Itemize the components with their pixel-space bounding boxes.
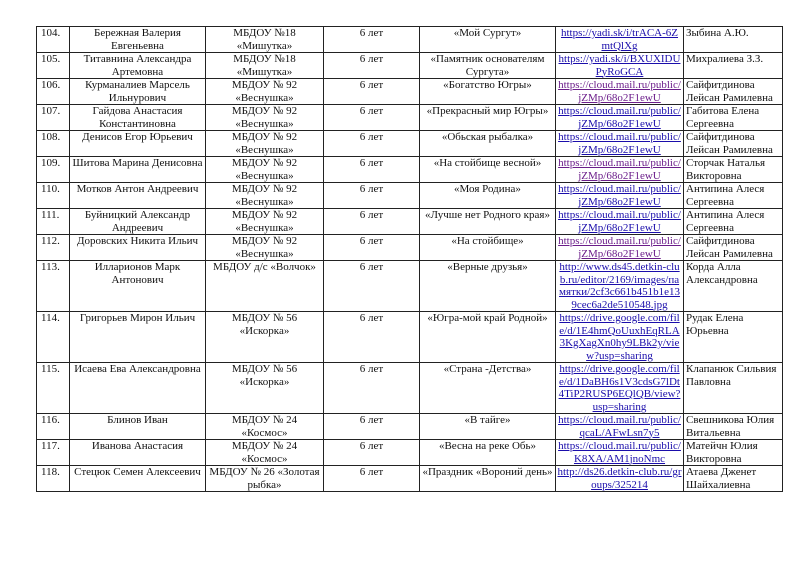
- participants-table: [36, 26, 783, 492]
- table-row: [37, 27, 783, 53]
- school-name: МБДОУ № 56 «Искорка»: [206, 363, 324, 414]
- school-name: МБДОУ № 92 «Веснушка»: [206, 183, 324, 209]
- work-link[interactable]: http://www.ds45.detkin-club.ru/editor/2169/images/памятки/2cf3c661b451b1e139cec6a2de510548.jpg: [559, 261, 680, 311]
- work-link[interactable]: http://ds26.detkin-club.ru/groups/325214: [557, 466, 682, 491]
- teacher-name: Зыбина А.Ю.: [684, 27, 783, 53]
- table-row: [37, 235, 783, 261]
- child-name: Стецюк Семен Алексеевич: [70, 466, 206, 492]
- table-row: [37, 440, 783, 466]
- teacher-name: Сторчак Наталья Викторовна: [684, 157, 783, 183]
- work-title: «Прекрасный мир Югры»: [420, 105, 556, 131]
- work-title: «На стойбище весной»: [420, 157, 556, 183]
- row-number: 108.: [37, 131, 70, 157]
- work-title: «Весна на реке Обь»: [420, 440, 556, 466]
- table-row: [37, 105, 783, 131]
- row-number: 110.: [37, 183, 70, 209]
- row-number: 109.: [37, 157, 70, 183]
- child-age: 6 лет: [324, 105, 420, 131]
- child-name: Доровских Никита Ильич: [70, 235, 206, 261]
- work-link[interactable]: https://drive.google.com/file/d/1DaBH6s1V3cdsG7lDt4TiP2RUSP6EQlQB/view?usp=sharing: [558, 363, 681, 413]
- child-age: 6 лет: [324, 363, 420, 414]
- table-row: [37, 466, 783, 492]
- row-number: 112.: [37, 235, 70, 261]
- work-link[interactable]: https://cloud.mail.ru/public/jZMp/68o2F1ewU: [558, 79, 681, 104]
- child-name: Илларионов Марк Антонович: [70, 261, 206, 312]
- row-number: 106.: [37, 79, 70, 105]
- table-row: [37, 53, 783, 79]
- work-link[interactable]: https://yadi.sk/i/trACA-6ZmtQlXg: [560, 27, 679, 52]
- work-title: «Югра-мой край Родной»: [420, 312, 556, 363]
- school-name: МБДОУ №18 «Мишутка»: [206, 27, 324, 53]
- table-row: [37, 79, 783, 105]
- work-link-cell: [556, 209, 684, 235]
- row-number: 105.: [37, 53, 70, 79]
- work-link-cell: [556, 363, 684, 414]
- table-row: [37, 131, 783, 157]
- work-title: «Памятник основателям Сургута»: [420, 53, 556, 79]
- work-link[interactable]: https://cloud.mail.ru/public/jZMp/68o2F1ewU: [558, 131, 681, 156]
- school-name: МБДОУ № 92 «Веснушка»: [206, 131, 324, 157]
- work-title: «Праздник «Вороний день»: [420, 466, 556, 492]
- teacher-name: Сайфитдинова Лейсан Рамилевна: [684, 131, 783, 157]
- table-row: [37, 209, 783, 235]
- teacher-name: Антипина Алеся Сергеевна: [684, 183, 783, 209]
- work-title: «На стойбище»: [420, 235, 556, 261]
- teacher-name: Сайфитдинова Лейсан Рамилевна: [684, 235, 783, 261]
- teacher-name: Свешникова Юлия Витальевна: [684, 414, 783, 440]
- child-age: 6 лет: [324, 131, 420, 157]
- work-link-cell: [556, 440, 684, 466]
- child-name: Шитова Марина Денисовна: [70, 157, 206, 183]
- table-row: [37, 312, 783, 363]
- work-link-cell: [556, 131, 684, 157]
- work-link[interactable]: https://cloud.mail.ru/public/jZMp/68o2F1ewU: [558, 105, 681, 130]
- row-number: 116.: [37, 414, 70, 440]
- row-number: 113.: [37, 261, 70, 312]
- work-link[interactable]: https://cloud.mail.ru/public/K8XA/AM1jnoNmc: [558, 440, 681, 465]
- table-row: [37, 261, 783, 312]
- child-name: Иванова Анастасия: [70, 440, 206, 466]
- child-age: 6 лет: [324, 235, 420, 261]
- table-row: [37, 183, 783, 209]
- table-body: [37, 27, 783, 492]
- row-number: 118.: [37, 466, 70, 492]
- teacher-name: Антипина Алеся Сергеевна: [684, 209, 783, 235]
- child-age: 6 лет: [324, 27, 420, 53]
- child-name: Блинов Иван: [70, 414, 206, 440]
- row-number: 107.: [37, 105, 70, 131]
- child-name: Денисов Егор Юрьевич: [70, 131, 206, 157]
- work-title: «Лучше нет Родного края»: [420, 209, 556, 235]
- work-link-cell: [556, 466, 684, 492]
- child-name: Исаева Ева Александровна: [70, 363, 206, 414]
- work-link-cell: [556, 261, 684, 312]
- child-name: Мотков Антон Андреевич: [70, 183, 206, 209]
- work-link-cell: [556, 235, 684, 261]
- child-age: 6 лет: [324, 440, 420, 466]
- teacher-name: Корда Алла Александровна: [684, 261, 783, 312]
- school-name: МБДОУ д/с «Волчок»: [206, 261, 324, 312]
- work-link[interactable]: https://drive.google.com/file/d/1E4hmQoUuxhEqRLA3KgXagXn0hy9LBk2y/view?usp=sharing: [559, 312, 680, 362]
- work-link[interactable]: https://cloud.mail.ru/public/jZMp/68o2F1ewU: [558, 235, 681, 260]
- row-number: 114.: [37, 312, 70, 363]
- work-link[interactable]: https://cloud.mail.ru/public/jZMp/68o2F1ewU: [558, 183, 681, 208]
- work-link-cell: [556, 53, 684, 79]
- teacher-name: Габитова Елена Сергеевна: [684, 105, 783, 131]
- school-name: МБДОУ №18 «Мишутка»: [206, 53, 324, 79]
- teacher-name: Атаева Дженет Шайхалиевна: [684, 466, 783, 492]
- school-name: МБДОУ № 92 «Веснушка»: [206, 235, 324, 261]
- school-name: МБДОУ № 56 «Искорка»: [206, 312, 324, 363]
- work-link[interactable]: https://cloud.mail.ru/public/qcaL/AFwLsn7y5: [558, 414, 681, 439]
- child-age: 6 лет: [324, 261, 420, 312]
- teacher-name: Матейчн Юлия Викторовна: [684, 440, 783, 466]
- teacher-name: Клапанюк Сильвия Павловна: [684, 363, 783, 414]
- work-link[interactable]: https://cloud.mail.ru/public/jZMp/68o2F1ewU: [558, 157, 681, 182]
- work-link-cell: [556, 312, 684, 363]
- work-link[interactable]: https://cloud.mail.ru/public/jZMp/68o2F1ewU: [558, 209, 681, 234]
- work-title: «Мой Сургут»: [420, 27, 556, 53]
- child-name: Гайдова Анастасия Константиновна: [70, 105, 206, 131]
- child-age: 6 лет: [324, 466, 420, 492]
- work-link-cell: [556, 27, 684, 53]
- child-name: Буйницкий Александр Андреевич: [70, 209, 206, 235]
- school-name: МБДОУ № 24 «Космос»: [206, 414, 324, 440]
- table-row: [37, 157, 783, 183]
- school-name: МБДОУ № 92 «Веснушка»: [206, 79, 324, 105]
- work-link-cell: [556, 414, 684, 440]
- child-age: 6 лет: [324, 157, 420, 183]
- child-age: 6 лет: [324, 312, 420, 363]
- school-name: МБДОУ № 24 «Космос»: [206, 440, 324, 466]
- child-age: 6 лет: [324, 209, 420, 235]
- child-age: 6 лет: [324, 183, 420, 209]
- row-number: 115.: [37, 363, 70, 414]
- row-number: 104.: [37, 27, 70, 53]
- work-title: «Моя Родина»: [420, 183, 556, 209]
- child-name: Григорьев Мирон Ильич: [70, 312, 206, 363]
- school-name: МБДОУ № 92 «Веснушка»: [206, 209, 324, 235]
- teacher-name: Михралиева З.З.: [684, 53, 783, 79]
- teacher-name: Сайфитдинова Лейсан Рамилевна: [684, 79, 783, 105]
- table-row: [37, 363, 783, 414]
- row-number: 117.: [37, 440, 70, 466]
- work-link-cell: [556, 79, 684, 105]
- child-name: Курманалиев Марсель Ильнурович: [70, 79, 206, 105]
- work-title: «Богатство Югры»: [420, 79, 556, 105]
- table-row: [37, 414, 783, 440]
- child-age: 6 лет: [324, 53, 420, 79]
- school-name: МБДОУ № 26 «Золотая рыбка»: [206, 466, 324, 492]
- work-title: «Страна -Детства»: [420, 363, 556, 414]
- school-name: МБДОУ № 92 «Веснушка»: [206, 105, 324, 131]
- work-title: «Верные друзья»: [420, 261, 556, 312]
- work-title: «В тайге»: [420, 414, 556, 440]
- row-number: 111.: [37, 209, 70, 235]
- child-age: 6 лет: [324, 79, 420, 105]
- teacher-name: Рудак Елена Юрьевна: [684, 312, 783, 363]
- work-title: «Обьская рыбалка»: [420, 131, 556, 157]
- work-link-cell: [556, 157, 684, 183]
- child-name: Титавнина Александра Артемовна: [70, 53, 206, 79]
- child-age: 6 лет: [324, 414, 420, 440]
- work-link-cell: [556, 105, 684, 131]
- school-name: МБДОУ № 92 «Веснушка»: [206, 157, 324, 183]
- child-name: Бережная Валерия Евгеньевна: [70, 27, 206, 53]
- work-link[interactable]: https://yadi.sk/i/BXUXIDUPyRoGCA: [558, 53, 681, 78]
- work-link-cell: [556, 183, 684, 209]
